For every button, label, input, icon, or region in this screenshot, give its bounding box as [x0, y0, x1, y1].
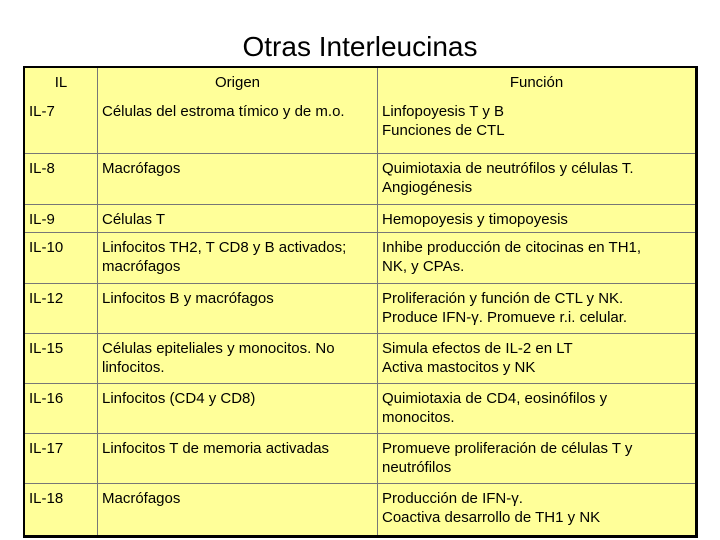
cell-origen-line: Macrófagos — [102, 490, 181, 507]
table-row — [25, 484, 695, 535]
header-funcion: Función — [509, 74, 564, 91]
cell-funcion — [378, 97, 695, 154]
cell-il: IL-7 — [25, 97, 98, 154]
cell-funcion — [378, 284, 695, 334]
cell-il: IL-18 — [25, 484, 98, 535]
cell-funcion-line: Hemopoyesis y timopoyesis — [382, 211, 568, 228]
cell-funcion — [378, 384, 695, 434]
table-row — [25, 97, 695, 154]
cell-funcion — [378, 233, 695, 284]
cell-origen-line: Células del estroma tímico y de m.o. — [102, 103, 345, 120]
cell-origen-line: Células epiteliales y monocitos. No — [102, 340, 335, 357]
cell-origen-line: Linfocitos TH2, T CD8 y B activados; — [102, 239, 347, 256]
cell-origen-line: macrófagos — [102, 258, 181, 275]
cell-funcion-line: Linfopoyesis T y B — [382, 103, 505, 120]
cell-funcion-line: Producción de IFN-γ. — [382, 490, 523, 507]
cell-origen — [98, 434, 378, 484]
cell-funcion-line: Inhibe producción de citocinas en TH1, — [382, 239, 642, 256]
cell-origen — [98, 205, 378, 233]
table-row — [25, 284, 695, 334]
table-row — [25, 233, 695, 284]
cell-funcion-line: Angiogénesis — [382, 179, 473, 196]
cell-il: IL-17 — [25, 434, 98, 484]
cell-funcion — [378, 484, 695, 535]
cell-funcion-line: Activa mastocitos y NK — [382, 359, 536, 376]
cell-funcion — [378, 205, 695, 233]
table-row — [25, 205, 695, 233]
table-row — [25, 384, 695, 434]
cell-funcion-line: NK, y CPAs. — [382, 258, 465, 275]
cell-origen — [98, 154, 378, 205]
cell-origen-line: Linfocitos (CD4 y CD8) — [102, 390, 256, 407]
cell-origen-line: linfocitos. — [102, 359, 165, 376]
cell-il: IL-16 — [25, 384, 98, 434]
page-title: Otras Interleucinas — [242, 31, 478, 62]
cell-il: IL-9 — [25, 205, 98, 233]
cell-origen — [98, 384, 378, 434]
header-origen: Origen — [98, 68, 378, 97]
cell-funcion-line: Simula efectos de IL-2 en LT — [382, 340, 573, 357]
cell-il: IL-15 — [25, 334, 98, 384]
cell-origen — [98, 97, 378, 154]
cell-funcion-line: Funciones de CTL — [382, 122, 505, 139]
cell-funcion — [378, 434, 695, 484]
table-row — [25, 434, 695, 484]
cell-funcion — [378, 154, 695, 205]
cell-origen-line: Macrófagos — [102, 160, 181, 177]
cell-origen-line: Linfocitos T de memoria activadas — [102, 440, 330, 457]
cell-funcion-line: Quimiotaxia de neutrófilos y células T. — [382, 160, 634, 177]
cell-funcion-line: Produce IFN-γ. Promueve r.i. celular. — [382, 309, 628, 326]
table-row — [25, 334, 695, 384]
cell-origen — [98, 334, 378, 384]
cell-origen — [98, 233, 378, 284]
cell-funcion — [378, 334, 695, 384]
cell-origen-line: Células T — [102, 211, 166, 228]
table-row — [25, 154, 695, 205]
cell-origen-line: Linfocitos B y macrófagos — [102, 290, 274, 307]
cell-funcion-line: monocitos. — [382, 409, 455, 426]
cell-funcion-line: Proliferación y función de CTL y NK. — [382, 290, 624, 307]
cell-origen — [98, 284, 378, 334]
cell-funcion-line: Quimiotaxia de CD4, eosinófilos y — [382, 390, 608, 407]
interleukin-table — [23, 66, 698, 538]
cell-il: IL-8 — [25, 154, 98, 205]
cell-funcion-line: Coactiva desarrollo de TH1 y NK — [382, 509, 601, 526]
cell-funcion-line: neutrófilos — [382, 459, 452, 476]
cell-il: IL-10 — [25, 233, 98, 284]
cell-funcion-line: Promueve proliferación de células T y — [382, 440, 633, 457]
header-row — [25, 68, 695, 97]
cell-origen — [98, 484, 378, 535]
header-il: IL — [25, 68, 98, 97]
cell-il: IL-12 — [25, 284, 98, 334]
